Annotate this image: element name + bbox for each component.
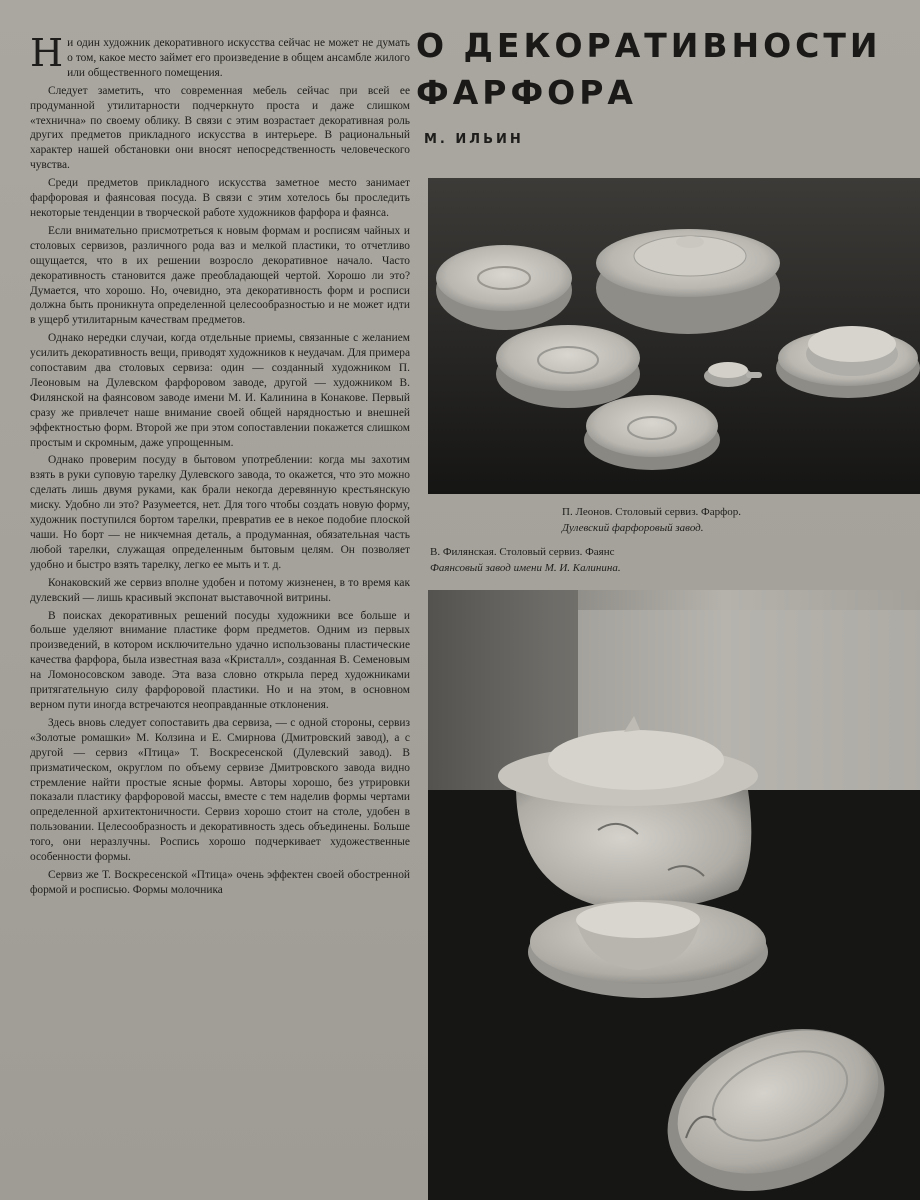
article-paragraph: Однако нередки случаи, когда отдельные приемы, связанные с желанием усилить декоративность вещи, приводят художников к неудачам. Для примера сопоставим два столовых сервиза: один — созданный художником П. Леоновым на Дулевском фарфоровом заводе, другой — художником В. Филянской на фаянсовом заводе имени М. И. Калинина в Конакове. Первый сразу же привлечет наше внимание своей общей нарядностью и внешней эффектностью форм. Второй же при этом сопоставлении покажется слишком простым и скромным, даже упрощенным.	[30, 332, 410, 449]
article-author: М. ИЛЬИН	[424, 132, 524, 147]
article-paragraph: В поисках декоративных решений посуды художники все больше и больше уделяют внимание пластике форм предметов. Одним из первых произведений, в котором исключительно удачно использованы пластические качества фарфора, была известная ваза «Кристалл», созданная В. Семеновым на Ломоносовском заводе. Эта ваза словно открыла перед художниками притягательную силу фарфоровой пластики. Но и на этом, в основном верном пути иногда встречаются неоправданные отклонения.	[30, 609, 410, 711]
article-paragraph: Однако проверим посуду в бытовом употреблении: когда мы захотим взять в руки суповую тарелку Дулевского завода, то окажется, что это можно сделать лишь двумя руками, как брали некогда деревянную крестьянскую миску. Удобно ли это? Разумеется, нет. Для того чтобы создать новую форму, художник поступился бортом тарелки, превратив ее в некое подобие плоской чаши. Но борт — не никчемная деталь, а продуманная, обязательная часть любой тарелки, служащая определенным бытовым целям. Он позволяет удобно и быстро взять тарелку, легко ее мыть и т. д.	[30, 454, 410, 571]
title-line: ФАРФОРА	[416, 73, 637, 112]
article-paragraph: Здесь вновь следует сопоставить два сервиза, — с одной стороны, сервиз «Золотые ромашки» М. Колзина и Е. Смирнова (Дмитровский завод), а с другой — сервиз «Птица» Т. Воскресенской (Дулевский завод). В призматическом, округлом по объему сервизе Дмитровского завода видно стремление найти простые ясные формы. Авторы хорошо, без утрировки показали пластику фарфоровой массы, вместе с тем наделив формы чертами определенной архитектоничности. Сервиз хорошо стоит на столе, удобен в пользовании. Целесообразность и декоративность здесь объединены. Больше того, они неразлучны. Роспись хорошо подчеркивает художественные особенности формы.	[30, 716, 410, 864]
article-paragraph: Ни один художник декоративного искусства сейчас не может не думать о том, какое место займет его произведение в общем ансамбле жилого или общественного помещения.	[30, 36, 410, 79]
photo-leonov-dinner-set	[428, 178, 920, 494]
caption-line: Фаянсовый завод имени М. И. Калинина.	[430, 562, 621, 574]
article-text-column	[30, 36, 410, 1176]
caption-photo-filyanskaya	[430, 544, 910, 576]
caption-line: Дулевский фарфоровый завод.	[562, 522, 704, 534]
article-title	[416, 22, 916, 116]
article-paragraph: Конаковский же сервиз вполне удобен и потому жизненен, в то время как дулевский — лишь красивый экспонат выставочной витрины.	[30, 576, 410, 604]
caption-line: П. Леонов. Столовый сервиз. Фарфор.	[562, 506, 741, 518]
article-paragraph: Среди предметов прикладного искусства заметное место занимает фарфоровая и фаянсовая посуда. В связи с этим хотелось бы проследить некоторые тенденции в творческой работе художников фарфора и фаянса.	[30, 177, 410, 219]
article-paragraph: Если внимательно присмотреться к новым формам и росписям чайных и столовых сервизов, различного рода ваз и мелкой пластики, то отчетливо ощущается, что в их решении возросло декоративное начало. Часто декоративность становится даже преобладающей чертой. Хорошо ли это? Думается, что хорошо. Но, очевидно, эта декоративность форм и росписи должна быть проникнута определенной целесообразностью и не может идти в ущерб утилитарным качествам предметов.	[30, 224, 410, 327]
caption-line: В. Филянская. Столовый сервиз. Фаянс	[430, 546, 615, 558]
photo-filyanskaya-dinner-set	[428, 590, 920, 1200]
article-paragraph: Следует заметить, что современная мебель сейчас при всей ее продуманной утилитарности подчеркнуто проста и даже слишком «технична» по своему облику. В связи с этим возрастает декоративная роль других предметов прикладного искусства в интерьере. В рациональный характер нашей обстановки они вносят непосредственность человеческого чувства.	[30, 84, 410, 172]
caption-photo-leonov	[562, 504, 912, 536]
article-paragraph: Сервиз же Т. Воскресенской «Птица» очень эффектен своей обостренной формой и росписью. Формы молочника	[30, 868, 410, 896]
faience-tableware-illustration	[428, 590, 920, 1200]
drop-cap: Н	[30, 36, 64, 75]
porcelain-tableware-illustration	[428, 178, 920, 494]
title-line: О ДЕКОРАТИВНОСТИ	[416, 26, 882, 65]
